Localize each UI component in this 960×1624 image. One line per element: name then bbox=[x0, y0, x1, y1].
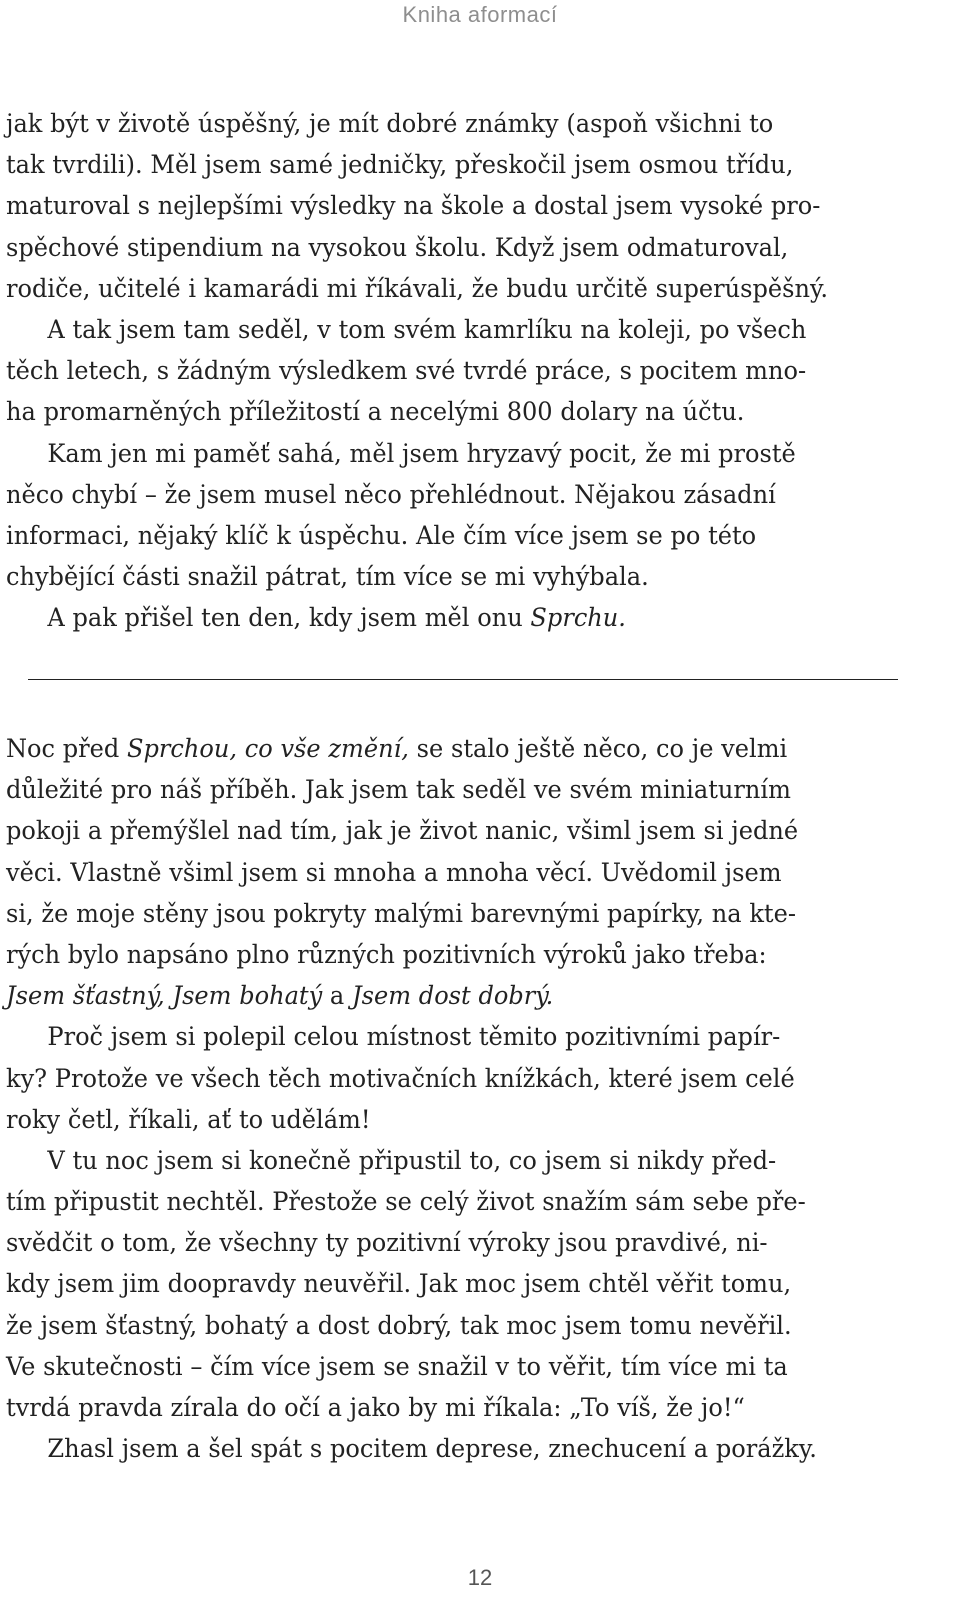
line-text: a bbox=[322, 981, 353, 1011]
text-line bbox=[6, 474, 924, 515]
text-line bbox=[6, 1181, 924, 1222]
line-text: Proč jsem si polepil celou místnost těmito pozitivními papír- bbox=[47, 1022, 781, 1052]
text-line bbox=[6, 1140, 924, 1181]
text-line bbox=[6, 556, 924, 597]
text-line bbox=[6, 103, 924, 144]
line-text: věci. Vlastně všiml jsem si mnoha a mnoha věcí. Uvědomil jsem bbox=[6, 857, 782, 887]
line-text: A pak přišel ten den, kdy jsem měl onu bbox=[47, 603, 531, 633]
text-line bbox=[6, 1346, 924, 1387]
italic-phrase: Jsem dost dobrý. bbox=[352, 981, 554, 1011]
line-text: rodiče, učitelé i kamarádi mi říkávali, že budu určitě superúspěšný. bbox=[6, 273, 828, 303]
section-1-text bbox=[6, 103, 960, 638]
text-line bbox=[6, 309, 924, 350]
text-line bbox=[6, 975, 924, 1016]
text-line bbox=[6, 1016, 924, 1057]
line-text: tím připustit nechtěl. Přestože se celý život snažím sám sebe pře- bbox=[6, 1187, 806, 1217]
line-text: si, že moje stěny jsou pokryty malými barevnými papírky, na kte- bbox=[6, 898, 796, 928]
line-text: tak tvrdili). Měl jsem samé jedničky, přeskočil jsem osmou třídu, bbox=[6, 150, 794, 180]
line-text: Noc před bbox=[6, 734, 128, 763]
text-line bbox=[6, 144, 924, 185]
line-text: maturoval s nejlepšími výsledky na škole a dostal jsem vysoké pro- bbox=[6, 191, 821, 221]
line-text: V tu noc jsem si konečně připustil to, co jsem si nikdy před- bbox=[47, 1145, 777, 1175]
text-line bbox=[6, 1305, 924, 1346]
line-text: tvrdá pravda zírala do očí a jako by mi říkala: „To víš, že jo!“ bbox=[6, 1393, 745, 1422]
text-line bbox=[6, 810, 924, 851]
line-text: důležité pro náš příběh. Jak jsem tak seděl ve svém miniaturním bbox=[6, 775, 791, 805]
text-line bbox=[6, 893, 924, 934]
line-text: se stalo ještě něco, co je velmi bbox=[408, 734, 788, 763]
line-text: Ve skutečnosti – čím více jsem se snažil v to věřit, tím více mi ta bbox=[6, 1351, 788, 1381]
text-line bbox=[6, 1263, 924, 1304]
line-text: pokoji a přemýšlel nad tím, jak je život nanic, všiml jsem si jedné bbox=[6, 816, 799, 846]
italic-phrase: Sprchu. bbox=[530, 603, 626, 633]
line-text: roky četl, říkali, ať to udělám! bbox=[6, 1104, 371, 1134]
line-text: chybějící části snažil pátrat, tím více se mi vyhýbala. bbox=[6, 562, 649, 592]
line-text: kdy jsem jim doopravdy neuvěřil. Jak moc jsem chtěl věřit tomu, bbox=[6, 1269, 792, 1299]
text-line bbox=[6, 934, 924, 975]
text-line bbox=[6, 1222, 924, 1263]
text-line bbox=[6, 769, 924, 810]
italic-phrase: Jsem šťastný, Jsem bohatý bbox=[6, 981, 323, 1011]
text-line bbox=[6, 185, 924, 226]
line-text: Zhasl jsem a šel spát s pocitem deprese, znechucení a porážky. bbox=[47, 1434, 817, 1464]
line-text: jak být v životě úspěšný, je mít dobré známky (aspoň všichni to bbox=[6, 109, 774, 138]
text-line bbox=[6, 227, 924, 268]
text-line bbox=[6, 391, 924, 432]
line-text: ha promarněných příležitostí a necelými 800 dolary na účtu. bbox=[6, 397, 745, 427]
text-line bbox=[6, 515, 924, 556]
line-text: něco chybí – že jsem musel něco přehlédnout. Nějakou zásadní bbox=[6, 479, 776, 509]
text-line bbox=[6, 350, 924, 391]
line-text: že jsem šťastný, bohatý a dost dobrý, tak moc jsem tomu nevěřil. bbox=[6, 1310, 792, 1340]
text-line bbox=[6, 1428, 924, 1469]
text-line bbox=[6, 597, 924, 638]
text-line bbox=[6, 1058, 924, 1099]
line-text: svědčit o tom, že všechny ty pozitivní výroky jsou pravdivé, ni- bbox=[6, 1228, 768, 1258]
section-divider bbox=[28, 679, 898, 680]
text-line bbox=[6, 852, 924, 893]
text-line bbox=[6, 433, 924, 474]
line-text: spěchové stipendium na vysokou školu. Když jsem odmaturoval, bbox=[6, 232, 789, 262]
text-line bbox=[6, 1387, 924, 1428]
running-header: Kniha aformací bbox=[402, 2, 558, 27]
line-text: rých bylo napsáno plno různých pozitivních výroků jako třeba: bbox=[6, 939, 767, 969]
line-text: A tak jsem tam seděl, v tom svém kamrlíku na koleji, po všech bbox=[47, 314, 807, 344]
line-text: Kam jen mi paměť sahá, měl jsem hryzavý pocit, že mi prostě bbox=[47, 438, 796, 468]
line-text: informaci, nějaký klíč k úspěchu. Ale čím více jsem se po této bbox=[6, 520, 757, 550]
line-text: ky? Protože ve všech těch motivačních knížkách, které jsem celé bbox=[6, 1063, 795, 1093]
text-line bbox=[6, 1099, 924, 1140]
section-2-text bbox=[6, 728, 960, 1469]
italic-phrase: Sprchou, co vše změní, bbox=[127, 734, 409, 763]
text-line bbox=[6, 268, 924, 309]
page-number: 12 bbox=[467, 1565, 493, 1590]
line-text: těch letech, s žádným výsledkem své tvrdé práce, s pocitem mno- bbox=[6, 356, 807, 386]
text-line bbox=[6, 728, 924, 769]
